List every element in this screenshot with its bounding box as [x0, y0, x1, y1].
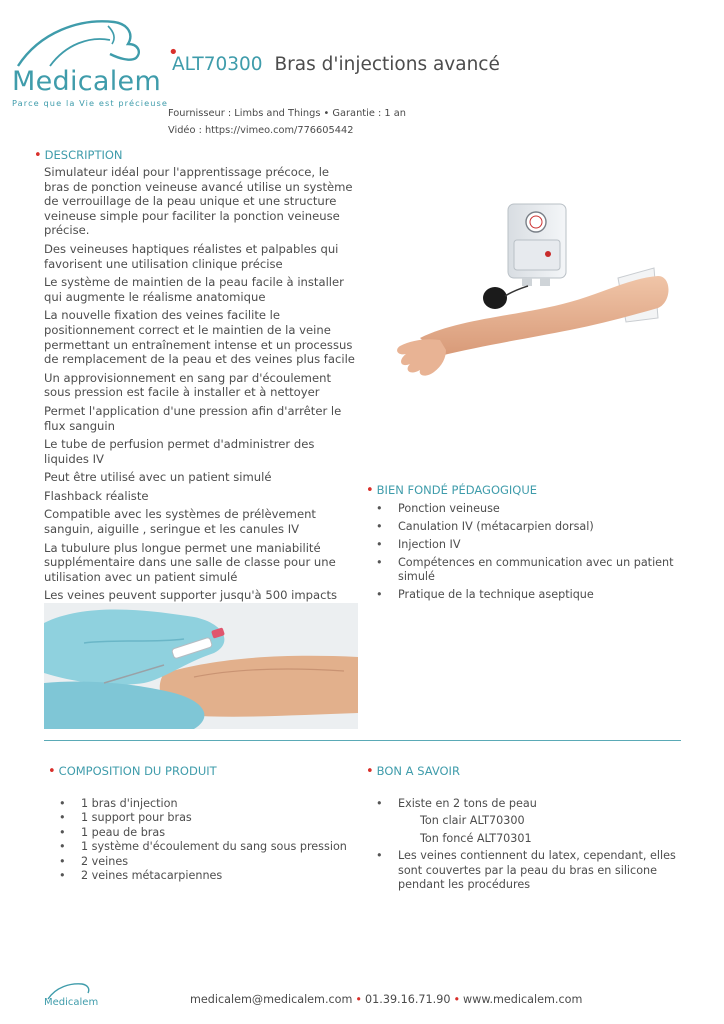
bullet-icon: •: [376, 555, 383, 569]
logo-wordmark: Medicalem: [12, 66, 162, 97]
composition-heading-text: COMPOSITION DU PRODUIT: [58, 764, 217, 778]
list-item-text: 2 veines: [81, 854, 129, 868]
description-paragraph: Un approvisionnement en sang par d'écoulement sous pression est facile à installer et à nettoyer: [44, 370, 332, 400]
arm-simulator-illustration: [390, 190, 690, 390]
bullet-icon: •: [376, 849, 383, 863]
footer-website[interactable]: www.medicalem.com: [463, 993, 583, 1006]
description-paragraph: Les veines peuvent supporter jusqu'à 500 impacts: [44, 588, 338, 603]
video-link[interactable]: Vidéo : https://vimeo.com/776605442: [168, 125, 354, 136]
composition-heading: [48, 764, 217, 779]
injection-photo: [44, 603, 358, 729]
description-paragraph: Le tube de perfusion permet d'administrer des liquides IV: [44, 437, 315, 466]
list-item: [59, 825, 371, 840]
sub-item-text: Ton foncé ALT70301: [420, 831, 532, 845]
good-to-know-heading: [366, 764, 460, 779]
list-item: [59, 869, 371, 883]
list-item: [376, 588, 678, 602]
list-item-text: 1 bras d'injection: [81, 797, 178, 810]
bullet-icon: •: [59, 869, 66, 883]
composition-list: [59, 797, 371, 883]
product-name: Bras d'injections avancé: [274, 54, 500, 75]
heading-bullet-icon: •: [366, 764, 374, 779]
list-item-text: Compétences en communication avec un patient simulé: [398, 555, 674, 584]
description-paragraph: Le système de maintien de la peau facile à installer qui augmente le réalisme anatomique: [44, 275, 344, 304]
list-item: [398, 832, 680, 846]
footer-contact: [190, 993, 582, 1006]
bullet-icon: •: [59, 797, 66, 810]
list-item: [376, 797, 680, 811]
bullet-icon: •: [376, 519, 383, 533]
heading-bullet-icon: •: [48, 764, 56, 779]
description-paragraph: La nouvelle fixation des veines facilite le positionnement correct et le maintien de la veine permettant un entraînement intense et un processus de remplacement de la peau et des veines plus facile: [44, 308, 355, 367]
description-paragraph: Compatible avec les systèmes de prélèvement sanguin, aiguille , seringue et les canules IV: [44, 507, 316, 537]
heading-bullet-icon: •: [34, 148, 42, 163]
product-code: ALT70300: [172, 54, 263, 75]
sub-item-text: Ton clair ALT70300: [420, 814, 525, 828]
list-item: [398, 814, 680, 828]
list-item-text: Existe en 2 tons de peau: [398, 797, 537, 810]
list-item-text: Les veines contiennent du latex, cependant, elles sont couvertes par la peau du bras en silicone pendant les procédures: [398, 849, 676, 892]
bullet-icon: •: [59, 811, 66, 825]
title-bullet-icon: •: [168, 42, 179, 63]
list-item: [376, 849, 680, 892]
section-divider: [44, 740, 681, 741]
bullet-icon: •: [59, 825, 66, 839]
pedagogy-heading-text: BIEN FONDÉ PÉDAGOGIQUE: [376, 483, 538, 497]
description-paragraph: Simulateur idéal pour l'apprentissage précoce, le bras de ponction veineuse avancé utilise un système de verrouillage de la peau unique et une structure veineuse simple pour faciliter la ponction veineuse précise.: [44, 165, 353, 238]
bullet-icon: •: [376, 502, 383, 515]
footer-separator-icon: •: [453, 993, 461, 1006]
heading-bullet-icon: •: [366, 483, 374, 498]
description-paragraph: Permet l'application d'une pression afin d'arrêter le flux sanguin: [44, 403, 342, 433]
list-item: [59, 840, 371, 854]
list-item: [59, 811, 371, 825]
footer-email[interactable]: medicalem@medicalem.com: [190, 993, 353, 1006]
list-item-text: 2 veines métacarpiennes: [81, 869, 223, 883]
footer-phone[interactable]: 01.39.16.71.90: [365, 993, 451, 1006]
list-item-text: 1 support pour bras: [81, 811, 192, 825]
product-title: [168, 42, 500, 75]
list-item-text: Pratique de la technique aseptique: [398, 588, 594, 602]
footer-logo-wordmark: Medicalem: [44, 997, 99, 1008]
bullet-icon: •: [376, 537, 383, 551]
list-item-text: Canulation IV (métacarpien dorsal): [398, 519, 594, 533]
logo-mark-icon: [10, 14, 160, 74]
list-item-text: 1 système d'écoulement du sang sous pression: [81, 840, 347, 854]
description-heading-text: DESCRIPTION: [44, 148, 123, 162]
brand-logo: [10, 14, 169, 108]
pedagogy-heading: [366, 483, 537, 498]
logo-tagline: Parce que la Vie est précieuse: [12, 98, 169, 108]
list-item: [376, 555, 678, 585]
list-item-text: Injection IV: [398, 537, 461, 551]
good-to-know-list: [376, 797, 680, 892]
description-body: [44, 165, 356, 622]
bullet-icon: •: [376, 797, 383, 810]
list-item: [376, 519, 678, 534]
bullet-icon: •: [59, 854, 66, 868]
bullet-icon: •: [59, 840, 66, 854]
supplier-line: Fournisseur : Limbs and Things • Garantie : 1 an: [168, 108, 406, 119]
gloved-hand-illustration: [44, 603, 358, 729]
footer-logo: [44, 981, 100, 1015]
list-item: [59, 797, 371, 811]
list-item: [376, 502, 678, 516]
description-paragraph: Des veineuses haptiques réalistes et palpables qui favorisent une utilisation clinique précise: [44, 241, 339, 271]
pedagogy-list: [376, 502, 678, 602]
bullet-icon: •: [376, 588, 383, 602]
footer-separator-icon: •: [355, 993, 363, 1006]
description-heading: [34, 148, 123, 163]
list-item-text: 1 peau de bras: [81, 825, 166, 839]
product-photo: [390, 190, 690, 390]
list-item-text: Ponction veineuse: [398, 502, 500, 515]
description-paragraph: Flashback réaliste: [44, 488, 149, 503]
good-to-know-heading-text: BON A SAVOIR: [376, 764, 460, 778]
description-paragraph: La tubulure plus longue permet une maniabilité supplémentaire dans une salle de classe pour une utilisation avec un patient simulé: [44, 540, 336, 584]
description-paragraph: Peut être utilisé avec un patient simulé: [44, 470, 272, 485]
list-item: [376, 537, 678, 552]
list-item: [59, 854, 371, 869]
